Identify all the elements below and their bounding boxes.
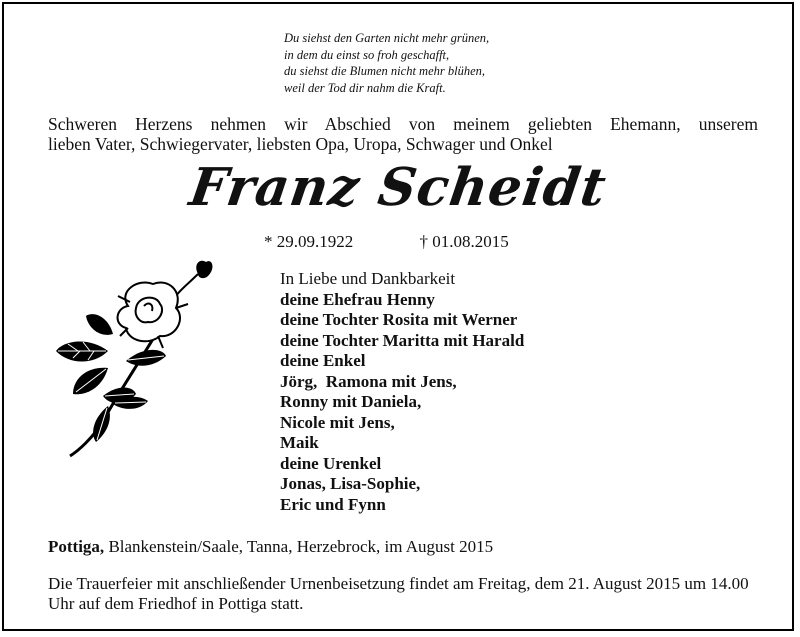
obituary-notice bbox=[2, 2, 794, 631]
mourner-entry: deine Tochter Maritta mit Harald bbox=[280, 330, 525, 350]
poem-line: du siehst die Blumen nicht mehr blühen, bbox=[284, 64, 486, 78]
birth-date: * 29.09.1922 bbox=[264, 232, 354, 251]
place-rest: Blankenstein/Saale, Tanna, Herzebrock, im August 2015 bbox=[104, 537, 494, 556]
place-town: Pottiga, bbox=[48, 537, 105, 556]
place-and-date bbox=[48, 537, 493, 557]
intro-line-1: Schweren Herzens nehmen wir Abschied von meinem geliebten Ehemann, unserem bbox=[48, 114, 758, 134]
mourner-entry: Jörg, Ramona mit Jens, bbox=[280, 371, 457, 391]
poem-line: Du siehst den Garten nicht mehr grünen, bbox=[284, 31, 490, 45]
poem-line: weil der Tod dir nahm die Kraft. bbox=[284, 80, 446, 95]
life-dates bbox=[264, 232, 509, 252]
mourner-entry: deine Ehefrau Henny bbox=[280, 289, 435, 309]
mourner-entry: deine Tochter Rosita mit Werner bbox=[280, 310, 518, 329]
mourner-entry: Maik bbox=[280, 433, 319, 452]
poem bbox=[284, 30, 604, 96]
mourner-entry: Jonas, Lisa-Sophie, bbox=[280, 474, 421, 493]
mourners-heading: In Liebe und Dankbarkeit bbox=[280, 269, 456, 288]
mourner-entry: deine Urenkel bbox=[280, 453, 382, 473]
death-date: † 01.08.2015 bbox=[419, 232, 509, 251]
poem-line: in dem du einst so froh geschafft, bbox=[284, 47, 450, 62]
rose-icon bbox=[48, 256, 223, 461]
mourner-entry: Eric und Fynn bbox=[280, 494, 386, 514]
mourner-entry: deine Enkel bbox=[280, 351, 366, 370]
intro-text bbox=[48, 114, 758, 154]
funeral-info: Die Trauerfeier mit anschließender Urnenbeisetzung findet am Freitag, dem 21. August 2015 um 14.00 Uhr auf dem Friedhof in Pottiga statt. bbox=[48, 574, 749, 613]
mourners-list bbox=[280, 269, 524, 515]
mourner-entry: Nicole mit Jens, bbox=[280, 412, 395, 432]
deceased-name: Franz Scheidt bbox=[185, 157, 611, 218]
intro-line-2: lieben Vater, Schwiegervater, liebsten Opa, Uropa, Schwager und Onkel bbox=[48, 134, 553, 154]
mourner-entry: Ronny mit Daniela, bbox=[280, 392, 422, 411]
